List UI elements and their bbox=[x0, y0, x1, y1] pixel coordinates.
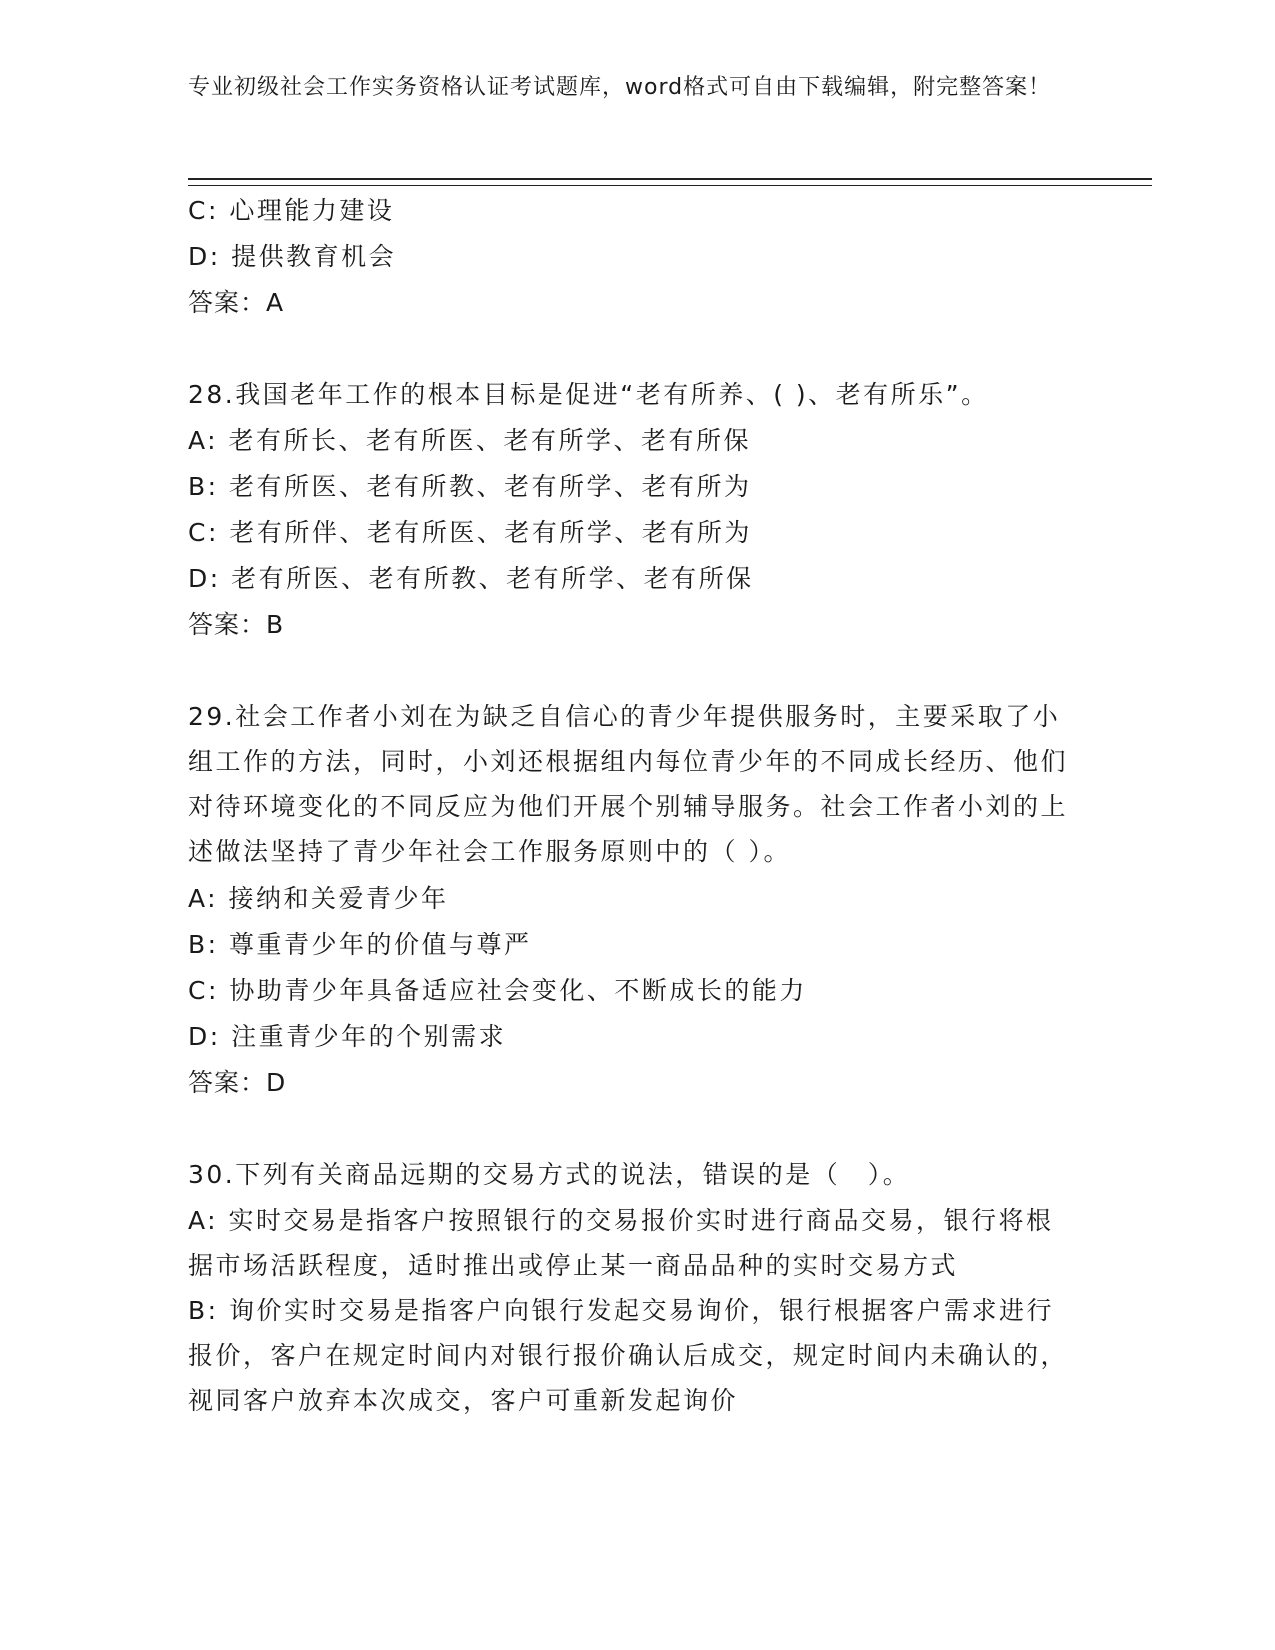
header-title: 专业初级社会工作实务资格认证考试题库，word格式可自由下载编辑，附完整答案！ bbox=[188, 75, 1052, 100]
question-29-option-c: C: 协助青少年具备适应社会变化、不断成长的能力 bbox=[188, 976, 807, 1005]
question-28-option-c: C: 老有所伴、老有所医、老有所学、老有所为 bbox=[188, 518, 752, 547]
option-d: D: 提供教育机会 bbox=[188, 242, 397, 271]
page-header bbox=[188, 72, 1068, 104]
question-28-stem: 28.我国老年工作的根本目标是促进“老有所养、( )、老有所乐”。 bbox=[188, 380, 989, 409]
question-28-option-b: B: 老有所医、老有所教、老有所学、老有所为 bbox=[188, 472, 752, 501]
question-29-option-a: A: 接纳和关爱青少年 bbox=[188, 884, 449, 913]
answer-28: 答案：B bbox=[188, 610, 285, 639]
question-29-stem: 29.社会工作者小刘在为缺乏自信心的青少年提供服务时，主要采取了小组工作的方法，同时，小刘还根据组内每位青少年的不同成长经历、他们对待环境变化的不同反应为他们开展个别辅导服务。社会工作者小刘的上述做法坚持了青少年社会工作服务原则中的（ ）。 bbox=[188, 702, 1069, 866]
question-content bbox=[188, 188, 1078, 1423]
question-29-option-b: B: 尊重青少年的价值与尊严 bbox=[188, 930, 532, 959]
question-30-option-a: A: 实时交易是指客户按照银行的交易报价实时进行商品交易，银行将根据市场活跃程度，适时推出或停止某一商品品种的实时交易方式 bbox=[188, 1206, 1054, 1280]
option-c: C: 心理能力建设 bbox=[188, 196, 395, 225]
question-30-option-b: B: 询价实时交易是指客户向银行发起交易询价，银行根据客户需求进行报价，客户在规定时间内对银行报价确认后成交，规定时间内未确认的，视同客户放弃本次成交，客户可重新发起询价 bbox=[188, 1296, 1069, 1415]
question-30-stem: 30.下列有关商品远期的交易方式的说法，错误的是（ ）。 bbox=[188, 1160, 911, 1189]
answer-27: 答案：A bbox=[188, 288, 285, 317]
question-29-option-d: D: 注重青少年的个别需求 bbox=[188, 1022, 507, 1051]
question-28-option-d: D: 老有所医、老有所教、老有所学、老有所保 bbox=[188, 564, 754, 593]
answer-29: 答案：D bbox=[188, 1068, 287, 1097]
question-28-option-a: A: 老有所长、老有所医、老有所学、老有所保 bbox=[188, 426, 752, 455]
header-divider bbox=[188, 178, 1152, 186]
